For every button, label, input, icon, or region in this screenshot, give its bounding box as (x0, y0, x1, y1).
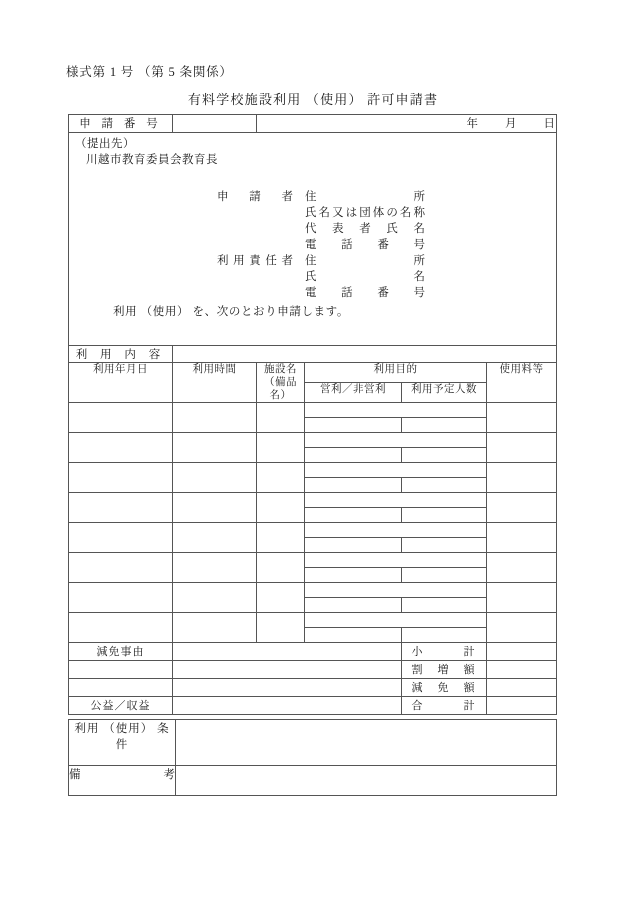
usage-columns-header-row-1 (69, 363, 557, 383)
cell-profit[interactable] (305, 598, 402, 613)
cell-purpose-note[interactable] (305, 613, 487, 628)
table-row (69, 583, 557, 598)
cell-profit[interactable] (305, 448, 402, 463)
cell-facility[interactable] (257, 583, 305, 613)
cell-time[interactable] (173, 463, 257, 493)
application-number-label: 申 請 番 号 (69, 115, 173, 133)
cell-facility[interactable] (257, 463, 305, 493)
conditions-table (68, 719, 557, 796)
applicant-address-row (217, 189, 425, 205)
spacer-4 (217, 269, 293, 285)
cell-purpose-note[interactable] (305, 403, 487, 418)
cell-profit[interactable] (305, 478, 402, 493)
cell-fee[interactable] (487, 523, 557, 553)
cell-date[interactable] (69, 493, 173, 523)
cell-people[interactable] (402, 508, 487, 523)
usage-section-header-blank (173, 346, 557, 363)
submission-target (75, 136, 218, 168)
addressee: 川越市教育委員会教育長 (86, 154, 218, 166)
cell-time[interactable] (173, 523, 257, 553)
date-field[interactable] (257, 115, 557, 133)
total-label: 合 計 (402, 697, 487, 715)
cell-date[interactable] (69, 403, 173, 433)
submit-to-label: （提出先） (75, 138, 135, 150)
cell-profit[interactable] (305, 418, 402, 433)
cell-facility[interactable] (257, 523, 305, 553)
cell-date[interactable] (69, 583, 173, 613)
cell-purpose-note[interactable] (305, 433, 487, 448)
cell-people[interactable] (402, 568, 487, 583)
applicant-name-row (217, 205, 425, 221)
reduction-amount-label: 減 免 額 (402, 679, 487, 697)
cell-facility[interactable] (257, 553, 305, 583)
cell-time[interactable] (173, 433, 257, 463)
summary-blank-label-1 (69, 661, 173, 679)
table-row (69, 403, 557, 418)
cell-date[interactable] (69, 463, 173, 493)
public-profit-value[interactable] (173, 697, 402, 715)
date-day-label: 日 (543, 118, 556, 130)
cell-facility[interactable] (257, 403, 305, 433)
table-row (69, 553, 557, 568)
cell-profit[interactable] (305, 508, 402, 523)
usage-section-header-row (69, 346, 557, 363)
declaration-text: 利用 （使用） を、次のとおり申請します。 (113, 306, 349, 318)
cell-people[interactable] (402, 598, 487, 613)
cell-facility[interactable] (257, 493, 305, 523)
spacer-5 (217, 285, 293, 301)
cell-fee[interactable] (487, 553, 557, 583)
reduction-reason-value[interactable] (173, 643, 402, 661)
cell-time[interactable] (173, 583, 257, 613)
cell-purpose-note[interactable] (305, 523, 487, 538)
total-value[interactable] (487, 697, 557, 715)
cell-purpose-note[interactable] (305, 463, 487, 478)
cell-people[interactable] (402, 628, 487, 643)
applicant-role-label: 申 請 者 (217, 191, 293, 203)
spacer-2 (217, 221, 293, 237)
summary-row-total (69, 697, 557, 715)
responsible-address-row (217, 253, 425, 269)
reduction-reason-label: 減免事由 (69, 643, 173, 661)
column-header-fee: 使用料等 (487, 363, 557, 403)
responsible-name-label: 氏 名 (305, 271, 425, 283)
use-conditions-row (69, 720, 557, 766)
application-form-table (68, 114, 557, 715)
public-profit-label: 公益／収益 (69, 697, 173, 715)
column-header-purpose-profit: 営利／非営利 (305, 383, 402, 403)
cell-time[interactable] (173, 613, 257, 643)
table-row (69, 523, 557, 538)
surcharge-value[interactable] (487, 661, 557, 679)
table-row (69, 463, 557, 478)
cell-date[interactable] (69, 523, 173, 553)
cell-people[interactable] (402, 478, 487, 493)
cell-people[interactable] (402, 448, 487, 463)
cell-profit[interactable] (305, 538, 402, 553)
cell-fee[interactable] (487, 403, 557, 433)
cell-fee[interactable] (487, 433, 557, 463)
summary-blank-value-1[interactable] (173, 661, 402, 679)
cell-fee[interactable] (487, 613, 557, 643)
cell-time[interactable] (173, 403, 257, 433)
applicant-block (69, 133, 557, 346)
applicant-phone-label: 電 話 番 号 (305, 239, 425, 251)
applicant-phone-row (217, 237, 425, 253)
summary-row-subtotal (69, 643, 557, 661)
table-row (69, 433, 557, 448)
cell-facility[interactable] (257, 433, 305, 463)
cell-people[interactable] (402, 538, 487, 553)
cell-fee[interactable] (487, 463, 557, 493)
cell-profit[interactable] (305, 568, 402, 583)
cell-facility[interactable] (257, 613, 305, 643)
form-number: 様式第 1 号 （第 5 条関係） (66, 65, 233, 79)
remarks-value[interactable] (176, 766, 557, 796)
responsible-role-label: 利用責任者 (217, 255, 293, 267)
applicant-name-label: 氏名又は団体の名称 (305, 207, 425, 219)
cell-purpose-note[interactable] (305, 553, 487, 568)
cell-people[interactable] (402, 418, 487, 433)
summary-blank-value-2[interactable] (173, 679, 402, 697)
cell-date[interactable] (69, 613, 173, 643)
date-year-label: 年 (466, 118, 479, 130)
cell-purpose-note[interactable] (305, 493, 487, 508)
cell-fee[interactable] (487, 583, 557, 613)
party-details (217, 189, 425, 301)
responsible-phone-label: 電 話 番 号 (305, 287, 425, 299)
cell-purpose-note[interactable] (305, 583, 487, 598)
surcharge-label: 割 増 額 (402, 661, 487, 679)
responsible-address-label: 住 所 (305, 255, 425, 267)
cell-profit[interactable] (305, 628, 402, 643)
summary-row-surcharge (69, 661, 557, 679)
subtotal-label: 小 計 (402, 643, 487, 661)
use-conditions-value[interactable] (176, 720, 557, 766)
remarks-label: 備 考 (69, 766, 176, 796)
page-title: 有料学校施設利用 （使用） 許可申請書 (187, 92, 439, 107)
cell-fee[interactable] (487, 493, 557, 523)
reduction-amount-value[interactable] (487, 679, 557, 697)
summary-row-reduction (69, 679, 557, 697)
application-number-row (69, 115, 557, 133)
summary-blank-label-2 (69, 679, 173, 697)
cell-time[interactable] (173, 553, 257, 583)
use-conditions-label: 利用 （使用） 条件 (69, 720, 176, 766)
column-header-purpose-people: 利用予定人数 (402, 383, 487, 403)
remarks-row (69, 766, 557, 796)
column-header-purpose-group: 利用目的 (305, 363, 487, 383)
column-header-facility: 施設名 （備品名） (257, 363, 305, 403)
applicant-representative-label: 代 表 者 氏 名 (305, 223, 425, 235)
spacer-3 (217, 237, 293, 253)
spacer-1 (217, 205, 293, 221)
responsible-phone-row (217, 285, 425, 301)
cell-date[interactable] (69, 433, 173, 463)
table-row (69, 613, 557, 628)
responsible-name-row (217, 269, 425, 285)
table-row (69, 493, 557, 508)
cell-time[interactable] (173, 493, 257, 523)
applicant-address-label: 住 所 (305, 191, 425, 203)
usage-section-label: 利 用 内 容 (69, 346, 173, 363)
applicant-block-row (69, 133, 557, 346)
date-month-label: 月 (505, 118, 518, 130)
application-number-input[interactable] (173, 115, 257, 133)
column-header-date: 利用年月日 (69, 363, 173, 403)
applicant-representative-row (217, 221, 425, 237)
subtotal-value[interactable] (487, 643, 557, 661)
cell-date[interactable] (69, 553, 173, 583)
column-header-time: 利用時間 (173, 363, 257, 403)
